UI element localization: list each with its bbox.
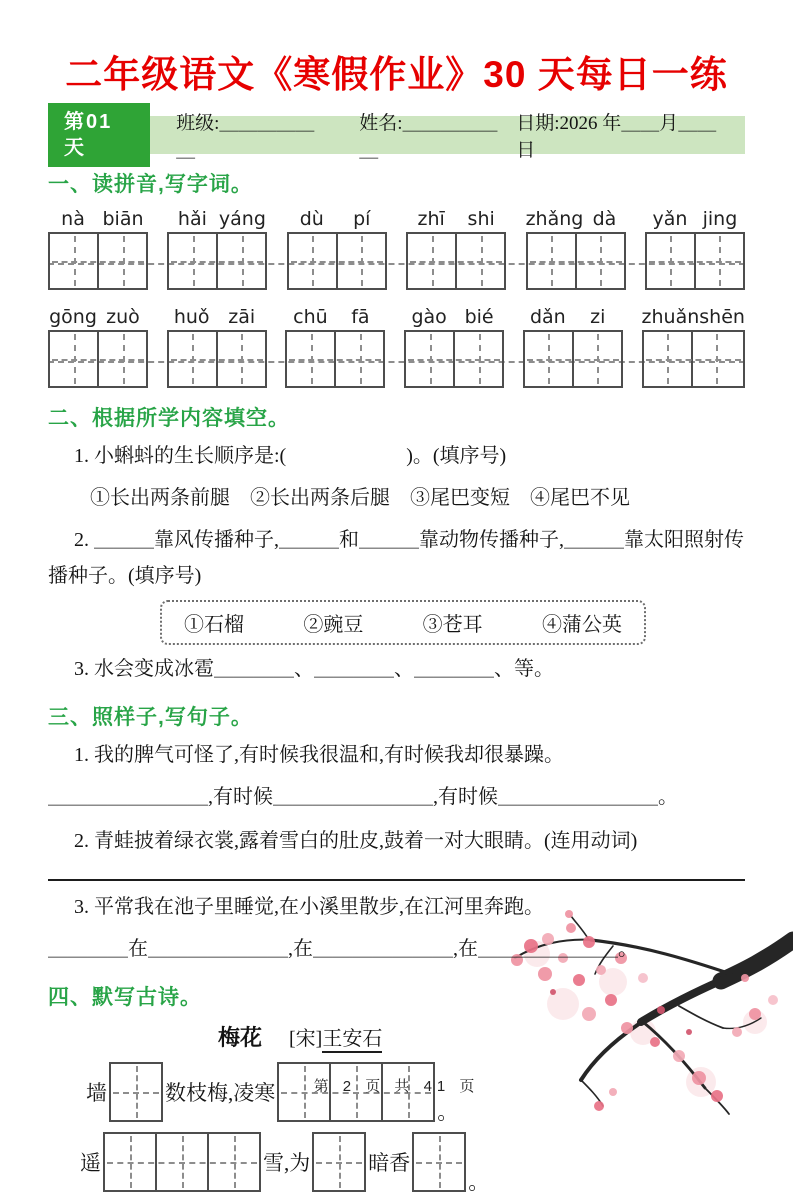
pinyin-label: zhuǎn	[641, 306, 700, 328]
pinyin-label: yáng	[218, 208, 266, 230]
writing-box-pair[interactable]	[287, 232, 387, 290]
poem-text: 墙	[86, 1081, 107, 1105]
pinyin-label: yǎn	[652, 208, 688, 230]
header-bar	[48, 111, 745, 161]
pinyin-word-group	[523, 304, 623, 388]
pinyin-word-group	[404, 304, 504, 388]
poem-line-2	[78, 1132, 745, 1192]
pinyin-label: gōng	[49, 306, 97, 328]
day-badge: 第01天	[48, 103, 150, 167]
poem-text: 数枝梅,凌寒	[165, 1081, 276, 1105]
writing-box-pair[interactable]	[406, 232, 506, 290]
pinyin-word-group	[526, 206, 626, 290]
pinyin-label: pí	[353, 208, 371, 230]
poem-title: 梅花	[218, 1025, 263, 1050]
pinyin-label: zuò	[106, 306, 140, 328]
pinyin-word-group	[167, 304, 267, 388]
poem-writing-boxes[interactable]	[103, 1132, 261, 1192]
pinyin-label: jing	[702, 208, 738, 230]
pinyin-label: bié	[464, 306, 494, 328]
section2-heading: 二、根据所学内容填空。	[48, 407, 290, 430]
pinyin-row-1	[48, 206, 745, 290]
question-2-2: 2. ＿＿＿靠风传播种子,＿＿＿和＿＿＿靠动物传播种子,＿＿＿靠太阳照射传播种子。(填序号)	[48, 529, 744, 587]
pinyin-label: dù	[299, 208, 324, 230]
date-field[interactable]: 日期:2026 年＿＿月＿＿日	[516, 113, 717, 161]
answer-line-3-3[interactable]: ＿＿＿＿在＿＿＿＿＿＿＿,在＿＿＿＿＿＿＿,在＿＿＿＿＿＿＿。	[48, 938, 638, 960]
pinyin-label: biān	[102, 208, 144, 230]
writing-box-pair[interactable]	[167, 232, 267, 290]
poem-title-line	[218, 1021, 745, 1052]
option-item: ④蒲公英	[541, 614, 622, 636]
writing-box-pair[interactable]	[285, 330, 385, 388]
answer-line-3-1[interactable]: ＿＿＿＿＿＿＿＿,有时候＿＿＿＿＿＿＿＿,有时候＿＿＿＿＿＿＿＿。	[48, 786, 678, 808]
pinyin-label: chū	[293, 306, 328, 328]
writing-box-pair[interactable]	[48, 232, 148, 290]
pinyin-row-2	[48, 304, 745, 388]
writing-box-pair[interactable]	[526, 232, 626, 290]
question-2-1-options: ①长出两条前腿 ②长出两条后腿 ③尾巴变短 ④尾巴不见	[90, 487, 630, 509]
poem-text: 暗香	[368, 1151, 411, 1175]
question-3-2: 2. 青蛙披着绿衣裳,露着雪白的肚皮,鼓着一对大眼睛。(连用动词)	[74, 830, 638, 852]
option-item: ②豌豆	[303, 614, 364, 636]
pinyin-label: nà	[61, 208, 85, 230]
poem-author: 王安石	[322, 1028, 382, 1053]
pinyin-label: hǎi	[177, 208, 207, 230]
page-title: 二年级语文《寒假作业》30 天每日一练	[65, 54, 728, 95]
pinyin-word-group	[167, 206, 267, 290]
pinyin-word-group	[48, 304, 148, 388]
pinyin-label: shi	[467, 208, 495, 230]
pinyin-label: dǎn	[529, 306, 566, 328]
poem-dynasty: [宋]	[289, 1028, 323, 1050]
writing-box-pair[interactable]	[167, 330, 267, 388]
pinyin-word-group	[642, 304, 745, 388]
poem-text: 。	[437, 1100, 459, 1124]
pinyin-label: fā	[351, 306, 370, 328]
section3-heading: 三、照样子,写句子。	[48, 706, 253, 729]
pinyin-word-group	[406, 206, 506, 290]
answer-line-3-2[interactable]	[48, 879, 745, 881]
writing-box-pair[interactable]	[404, 330, 504, 388]
option-item: ①石榴	[184, 614, 244, 636]
pinyin-label: shēn	[699, 306, 745, 328]
question-3-1: 1. 我的脾气可怪了,有时候我很温和,有时候我却很暴躁。	[74, 744, 564, 766]
poem-writing-box[interactable]	[412, 1132, 466, 1192]
writing-box-pair[interactable]	[645, 232, 745, 290]
page-number: 第 2 页 共 41 页	[313, 1078, 480, 1095]
writing-box-pair[interactable]	[48, 330, 148, 388]
pinyin-label: gào	[411, 306, 447, 328]
poem-text: 雪,为	[263, 1151, 311, 1175]
pinyin-label: dà	[592, 208, 617, 230]
pinyin-label: huǒ	[173, 306, 210, 328]
poem-text: 。	[468, 1170, 490, 1194]
poem-text: 遥	[80, 1151, 101, 1175]
question-2-1: 1. 小蝌蚪的生长顺序是:( )。(填序号)	[74, 445, 507, 467]
pinyin-label: zi	[590, 306, 606, 328]
section1-heading: 一、读拼音,写字词。	[48, 173, 253, 196]
question-3-3: 3. 平常我在池子里睡觉,在小溪里散步,在江河里奔跑。	[74, 896, 544, 918]
pinyin-word-group	[287, 206, 387, 290]
option-item: ③苍耳	[422, 614, 483, 636]
question-2-2-option-box	[160, 600, 646, 645]
writing-box-pair[interactable]	[523, 330, 623, 388]
pinyin-label: zhī	[417, 208, 445, 230]
section4-heading: 四、默写古诗。	[48, 986, 202, 1009]
name-field[interactable]: 姓名:＿＿＿＿＿＿	[359, 113, 498, 161]
class-field[interactable]: 班级:＿＿＿＿＿＿	[176, 113, 315, 161]
pinyin-word-group	[285, 304, 385, 388]
pinyin-label: zāi	[228, 306, 256, 328]
poem-writing-box[interactable]	[312, 1132, 366, 1192]
pinyin-word-group	[645, 206, 745, 290]
writing-box-pair[interactable]	[642, 330, 745, 388]
pinyin-label: zhǎng	[525, 208, 584, 230]
pinyin-word-group	[48, 206, 148, 290]
question-2-3: 3. 水会变成冰雹＿＿＿＿、＿＿＿＿、＿＿＿＿、等。	[74, 658, 554, 680]
